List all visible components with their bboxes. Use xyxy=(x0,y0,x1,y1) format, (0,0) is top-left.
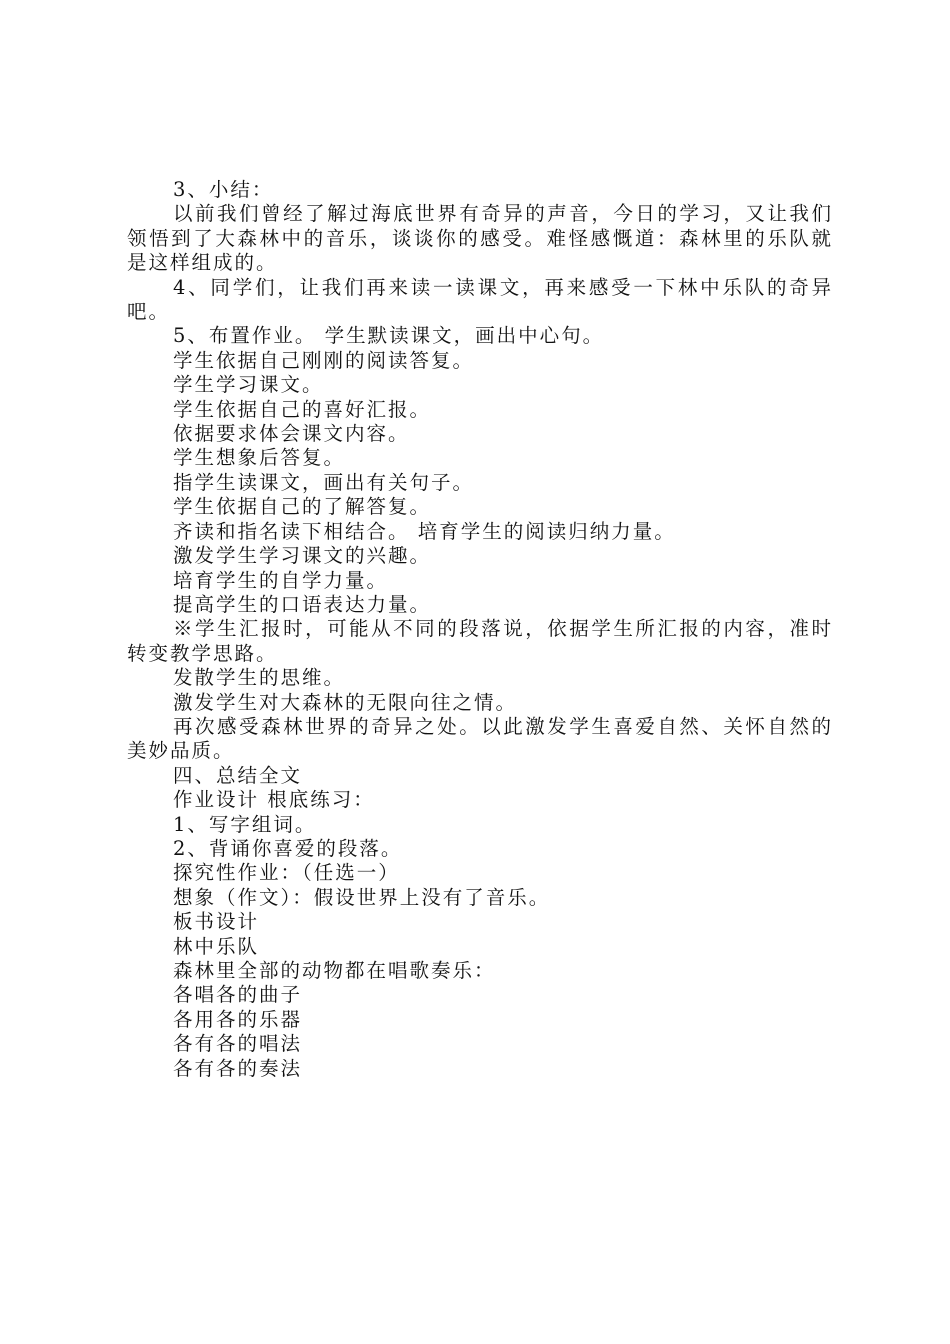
paragraph-interest: 激发学生学习课文的兴趣。 xyxy=(173,544,432,568)
paragraph-homework-design: 作业设计 根底练习： xyxy=(173,788,375,812)
paragraph-summary-heading: 3、小结： xyxy=(173,178,274,201)
paragraph-self-study: 培育学生的自学力量。 xyxy=(173,568,389,592)
paragraph-each-song: 各唱各的曲子 xyxy=(173,983,303,1007)
paragraph-each-instrument: 各用各的乐器 xyxy=(173,1007,303,1031)
paragraph-student-report: 学生依据自己的喜好汇报。 xyxy=(173,397,432,421)
paragraph-student-study: 学生学习课文。 xyxy=(173,373,324,397)
paragraph-board-title: 林中乐队 xyxy=(173,934,260,958)
paragraph-student-answer: 学生依据自己刚刚的阅读答复。 xyxy=(173,348,475,372)
paragraph-understand-text: 依据要求体会课文内容。 xyxy=(173,422,410,446)
paragraph-each-playing: 各有各的奏法 xyxy=(173,1056,303,1080)
paragraph-forest-animals: 森林里全部的动物都在唱歌奏乐： xyxy=(173,959,496,982)
paragraph-summary-text: 以前我们曾经了解过海底世界有奇异的声音，今日的学习，又让我们领悟到了大森林中的音乐，谈谈你的感受。难怪感慨道：森林里的乐队就是这样组成的。 xyxy=(127,202,833,275)
paragraph-understanding-answer: 学生依据自己的了解答复。 xyxy=(173,495,432,519)
paragraph-imagine-essay: 想象（作文）：假设世界上没有了音乐。 xyxy=(173,885,551,909)
paragraph-nature-care: 再次感受森林世界的奇异之处。以此激发学生喜爱自然、关怀自然的美妙品质。 xyxy=(127,714,833,763)
paragraph-forest-longing: 激发学生对大森林的无限向往之情。 xyxy=(173,690,518,714)
paragraph-board-design: 板书设计 xyxy=(173,910,260,934)
document-body xyxy=(127,178,833,1081)
paragraph-reading-combined: 齐读和指名读下相结合。 培育学生的阅读归纳力量。 xyxy=(173,519,676,543)
paragraph-summary-section: 四、总结全文 xyxy=(173,763,303,787)
paragraph-read-sentences: 指学生读课文，画出有关句子。 xyxy=(173,470,475,494)
paragraph-each-singing: 各有各的唱法 xyxy=(173,1032,303,1056)
paragraph-exploratory-homework: 探究性作业：（任选一） xyxy=(173,861,400,885)
paragraph-reread: 4、同学们，让我们再来读一读课文，再来感受一下林中乐队的奇异吧。 xyxy=(127,275,833,324)
paragraph-homework: 5、布置作业。 学生默读课文，画出中心句。 xyxy=(173,324,605,348)
paragraph-imagine-answer: 学生想象后答复。 xyxy=(173,446,346,470)
paragraph-teaching-note: ※学生汇报时，可能从不同的段落说，依据学生所汇报的内容，准时转变教学思路。 xyxy=(127,617,833,665)
paragraph-divergent-thinking: 发散学生的思维。 xyxy=(173,666,346,690)
paragraph-write-words: 1、写字组词。 xyxy=(173,812,317,836)
paragraph-oral-expression: 提高学生的口语表达力量。 xyxy=(173,592,432,616)
paragraph-recite: 2、背诵你喜爱的段落。 xyxy=(173,836,403,860)
